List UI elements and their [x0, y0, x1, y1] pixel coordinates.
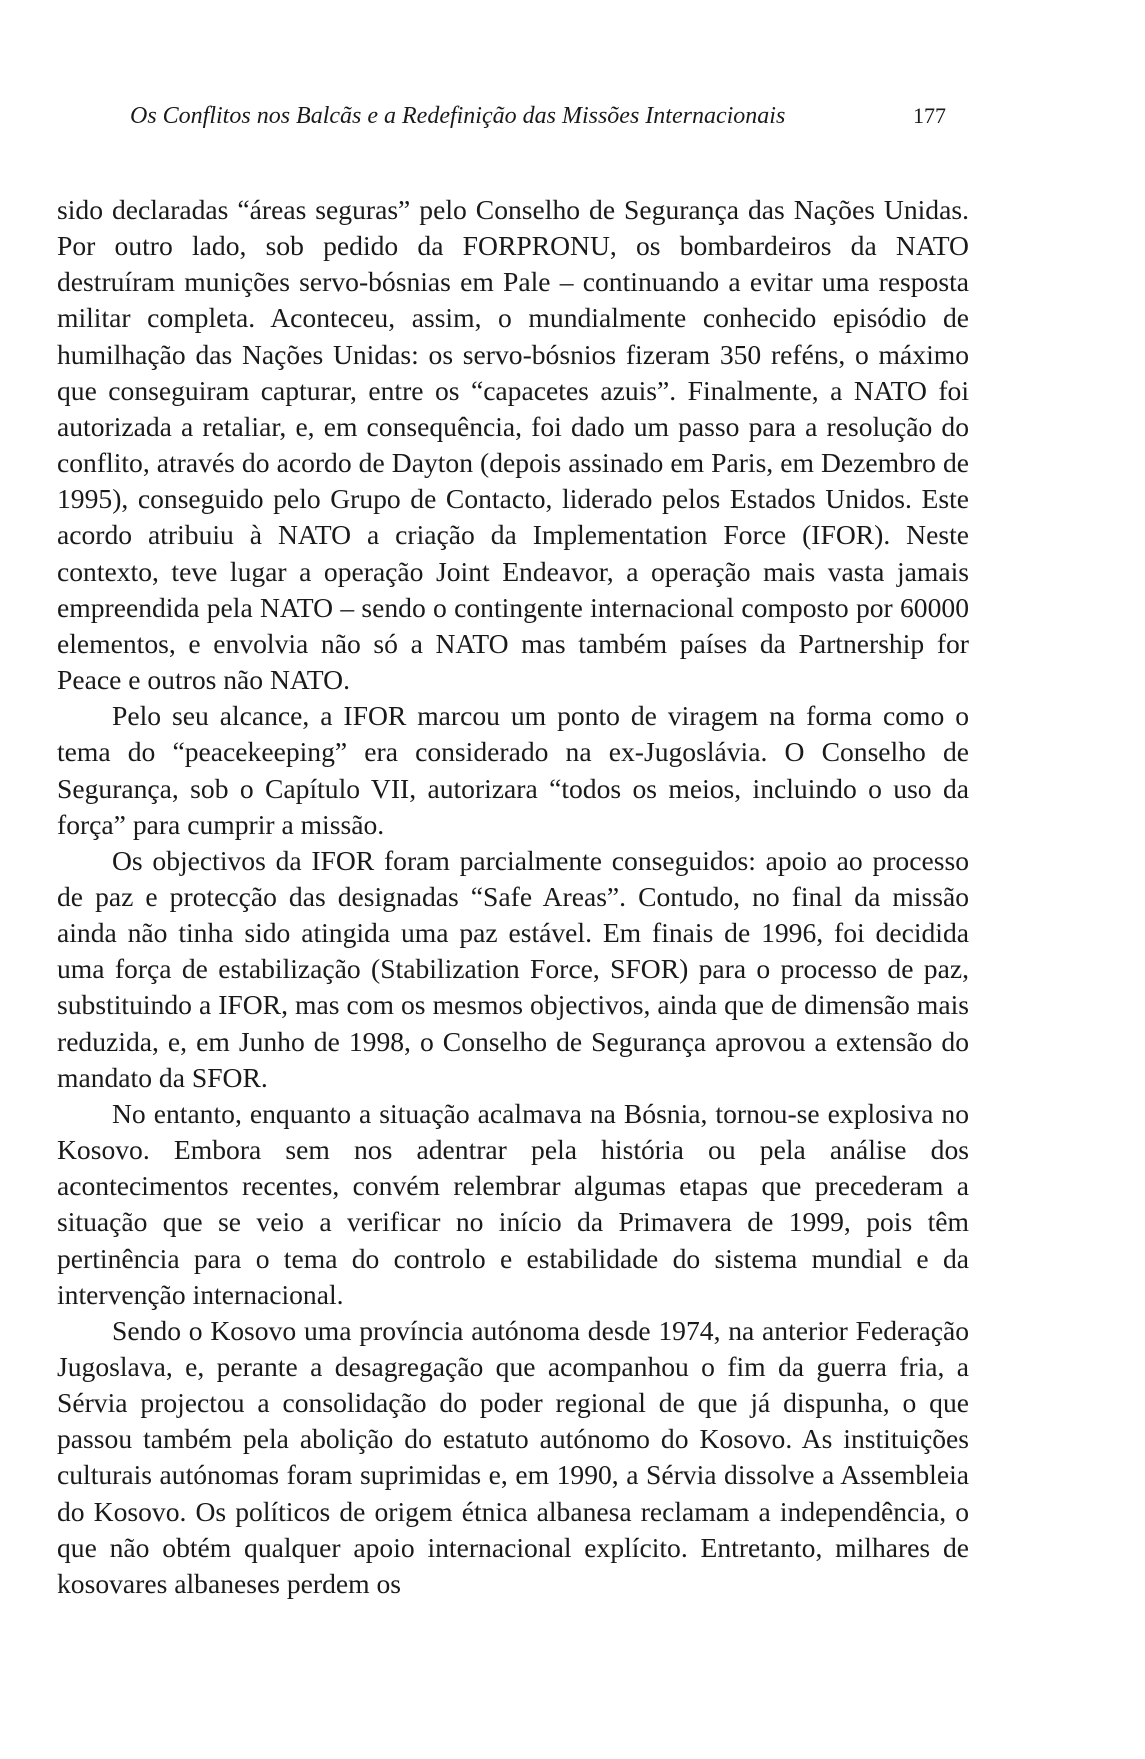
page-number: 177 [913, 103, 946, 128]
running-head [130, 100, 946, 132]
paragraph: sido declaradas “áreas seguras” pelo Conselho de Segurança das Nações Unidas. Por outro lado, sob pedido da FORPRONU, os bombardeiros da NATO destruíram munições servo-bósnias em Pale – continuando a evitar uma resposta militar completa. Aconteceu, assim, o mundialmente conhecido episódio de humilhação das Nações Unidas: os servo-bósnios fizeram 350 reféns, o máximo que conseguiram capturar, entre os “capacetes azuis”. Finalmente, a NATO foi autorizada a retaliar, e, em consequência, foi dado um passo para a resolução do conflito, através do acordo de Dayton (depois assinado em Paris, em Dezembro de 1995), conseguido pelo Grupo de Contacto, liderado pelos Estados Unidos. Este acordo atribuiu à NATO a criação da Implementation Force (IFOR). Neste contexto, teve lugar a operação Joint Endeavor, a operação mais vasta jamais empreendida pela NATO – sendo o contingente internacional composto por 60000 elementos, e envolvia não só a NATO mas também países da Partnership for Peace e outros não NATO. [57, 194, 969, 696]
paragraph: Pelo seu alcance, a IFOR marcou um ponto de viragem na forma como o tema do “peacekeeping” era considerado na ex-Jugoslávia. O Conselho de Segurança, sob o Capítulo VII, autorizara “todos os meios, incluindo o uso da força” para cumprir a missão. [57, 700, 969, 840]
paragraph: Sendo o Kosovo uma província autónoma desde 1974, na anterior Federação Jugoslava, e, perante a desagregação que acompanhou o fim da guerra fria, a Sérvia projectou a consolidação do poder regional de que já dispunha, o que passou também pela abolição do estatuto autónomo do Kosovo. As instituições culturais autónomas foram suprimidas e, em 1990, a Sérvia dissolve a Assembleia do Kosovo. Os políticos de origem étnica albanesa reclamam a independência, o que não obtém qualquer apoio internacional explícito. Entretanto, milhares de kosovares albaneses perdem os [57, 1314, 969, 1599]
running-title: Os Conflitos nos Balcãs e a Redefinição das Missões Internacionais [130, 103, 786, 129]
paragraph: No entanto, enquanto a situação acalmava na Bósnia, tornou-se explosiva no Kosovo. Embora sem nos adentrar pela história ou pela análise dos acontecimentos recentes, convém relembrar algumas etapas que precederam a situação que se veio a verificar no início da Primavera de 1999, pois têm pertinência para o tema do controlo e estabilidade do sistema mundial e da intervenção internacional. [57, 1097, 969, 1310]
paragraph: Os objectivos da IFOR foram parcialmente conseguidos: apoio ao processo de paz e protecção das designadas “Safe Areas”. Contudo, no final da missão ainda não tinha sido atingida uma paz estável. Em finais de 1996, foi decidida uma força de estabilização (Stabilization Force, SFOR) para o processo de paz, substituindo a IFOR, mas com os mesmos objectivos, ainda que de dimensão mais reduzida, e, em Junho de 1998, o Conselho de Segurança aprovou a extensão do mandato da SFOR. [57, 844, 969, 1093]
body-text [57, 192, 969, 1602]
